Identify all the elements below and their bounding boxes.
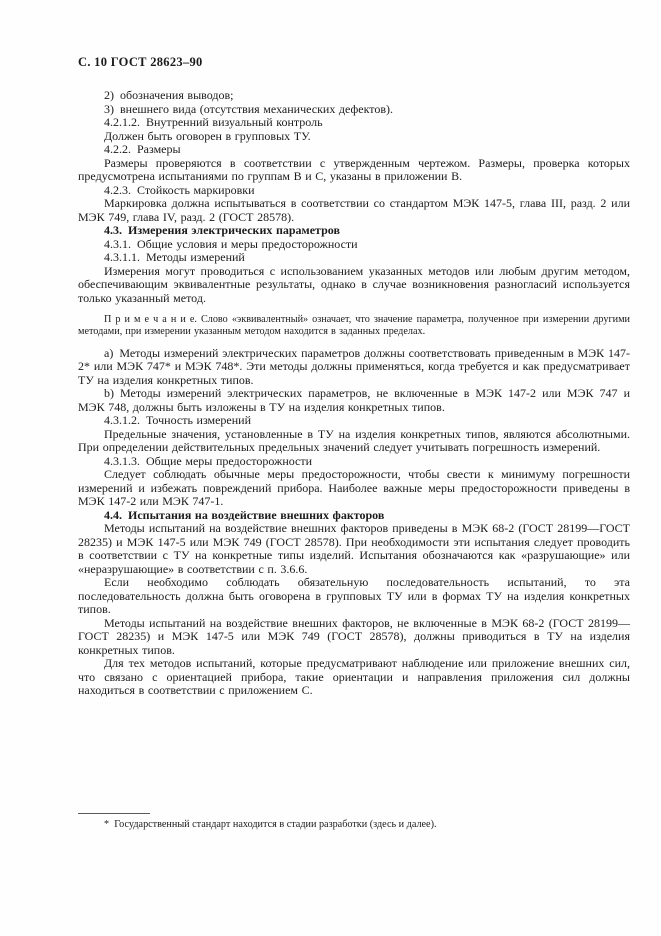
footnote-block — [78, 813, 630, 832]
list-item-3: 3) внешнего вида (отсутствия механических дефектов). — [104, 101, 394, 116]
clause-4-3-1-3-body: Следует соблюдать обычные меры предосторожности, чтобы свести к минимуму погрешности измерений и избежать повреждений прибора. Наиболее важные меры предосторожности приведены в МЭК 147-2 или МЭК 747-1. — [78, 467, 630, 509]
clause-4-2-3-body: Маркировка должна испытываться в соответствии со стандартом МЭК 147-5, глава III, разд. 2 или МЭК 749, глава IV, разд. 2 (ГОСТ 28578). — [78, 196, 630, 224]
list-item-2: 2) обозначения выводов; — [104, 88, 234, 102]
document-body — [78, 89, 630, 698]
section-4-4-para-4: Для тех методов испытаний, которые предусматривают наблюдение или приложение внешних сил, что связано с ориентацией прибора, такие ориентации и направления приложения сил должны находиться в соответствии с приложением С. — [78, 656, 630, 698]
section-4-4-para-1: Методы испытаний на воздействие внешних факторов приведены в МЭК 68-2 (ГОСТ 28199—ГОСТ 28235) и МЭК 147-5 или МЭК 749 (ГОСТ 28578). При необходимости эти испытания следует проводить в соответствии с ТУ на конкретные типы изделий. Испытания обозначаются как «разрушающие» или «неразрушающие» в соответствии с п. 3.6.6. — [78, 521, 630, 576]
clause-4-3-1-1-body: Измерения могут проводиться с использованием указанных методов или любым другим методом, обеспечивающим эквивалентные результаты, однако в случае возникновения разногласий используется только указанный метод. — [78, 263, 630, 305]
section-4-4-para-3: Методы испытаний на воздействие внешних факторов, не включенные в МЭК 68-2 (ГОСТ 28199—ГОСТ 28235) и МЭК 147-5 или МЭК 749 (ГОСТ 28578), должны приводиться в ТУ на изделия конкретных типов. — [78, 615, 630, 657]
section-4-4-heading: 4.4. Испытания на воздействие внешних факторов — [104, 507, 385, 522]
note-paragraph: П р и м е ч а н и е. Слово «эквивалентный» означает, что значение параметра, полученное при измерении другими методами, при измерении указанным методом находится в заданных пределах. — [78, 314, 630, 338]
clause-4-3-1-2-heading: 4.3.1.2. Точность измерений — [104, 413, 252, 428]
clause-4-2-3-heading: 4.2.3. Стойкость маркировки — [104, 182, 255, 197]
clause-4-2-2-body: Размеры проверяются в соответствии с утвержденным чертежом. Размеры, проверка которых предусмотрена испытаниями по группам В и С, указаны в приложении В. — [78, 155, 630, 183]
clause-4-3-1-3-heading: 4.3.1.3. Общие меры предосторожности — [104, 453, 313, 468]
clause-4-3-1-2-body: Предельные значения, установленные в ТУ на изделия конкретных типов, являются абсолютными. При определении действительных предельных значений следует учитывать погрешность измерений. — [78, 426, 630, 455]
footnote-text: * Государственный стандарт находится в стадии разработки (здесь и далее). — [104, 819, 437, 830]
clause-4-3-1-1-heading: 4.3.1.1. Методы измерений — [104, 250, 245, 264]
clause-4-2-1-2-heading: 4.2.1.2. Внутренний визуальный контроль — [104, 115, 323, 129]
footnote-separator — [78, 813, 150, 814]
clause-4-3-1-heading: 4.3.1. Общие условия и меры предосторожности — [104, 236, 358, 251]
list-item-b: b) Методы измерений электрических параметров, не включенные в МЭК 147-2 или МЭК 747 и МЭК 748, должны быть изложены в ТУ на изделия конкретных типов. — [78, 386, 630, 414]
section-4-4-para-2: Если необходимо соблюдать обязательную последовательность испытаний, то эта последовательность должна быть оговорена в групповых ТУ или в формах ТУ на изделия конкретных типов. — [78, 575, 630, 617]
clause-4-2-2-heading: 4.2.2. Размеры — [104, 142, 181, 156]
page-header: С. 10 ГОСТ 28623–90 — [78, 55, 203, 69]
clause-4-2-1-2-body: Должен быть оговорен в групповых ТУ. — [104, 128, 311, 143]
section-4-3-heading: 4.3. Измерения электрических параметров — [104, 223, 340, 237]
list-item-a: a) Методы измерений электрических параметров должны соответствовать приведенным в МЭК 147-2* или МЭК 747* и МЭК 748*. Эти методы должны применяться, когда требуется и как предусматривает ТУ на изделия конкретных типов. — [78, 345, 630, 387]
